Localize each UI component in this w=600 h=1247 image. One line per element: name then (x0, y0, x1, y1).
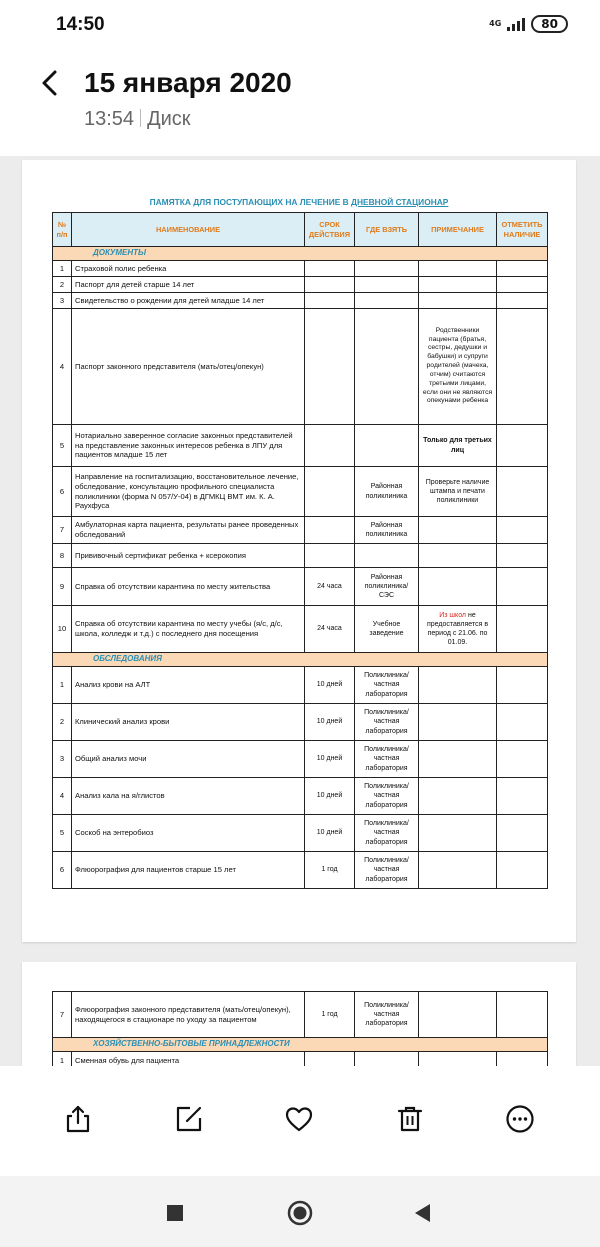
row-where: Районная поликлиника/ СЭС (355, 568, 419, 606)
row-mark (497, 277, 548, 293)
row-name: Общий анализ мочи (72, 741, 305, 778)
note-text: не предоставляется в период с 21.06. по 01.09. (426, 611, 489, 647)
action-toolbar (0, 1066, 600, 1176)
row-term: 10 дней (305, 704, 355, 741)
section-title: ДОКУМЕНТЫ (53, 247, 548, 261)
row-num: 6 (53, 852, 72, 889)
row-mark (497, 778, 548, 815)
table-row (53, 992, 548, 1038)
row-num: 6 (53, 467, 72, 517)
row-term: 24 часа (305, 606, 355, 653)
document-title-link: ДНЕВНОЙ СТАЦИОНАР (351, 197, 449, 207)
row-note (419, 1052, 497, 1067)
row-where: Учебное заведение (355, 606, 419, 653)
row-term (305, 293, 355, 309)
row-num: 4 (53, 778, 72, 815)
row-name: Анализ крови на АЛТ (72, 667, 305, 704)
row-note (419, 667, 497, 704)
row-note (419, 277, 497, 293)
table-row (53, 261, 548, 277)
row-term (305, 544, 355, 568)
row-where (355, 544, 419, 568)
row-name: Клинический анализ крови (72, 704, 305, 741)
row-note (419, 568, 497, 606)
recents-icon[interactable] (162, 1200, 188, 1226)
table-row (53, 309, 548, 425)
row-where (355, 309, 419, 425)
document-viewer[interactable] (0, 156, 600, 1066)
table-row (53, 852, 548, 889)
row-where: Поликлиника/ частная лаборатория (355, 778, 419, 815)
row-where: Районная поликлиника (355, 467, 419, 517)
row-note (419, 293, 497, 309)
row-note: Только для третьих лиц (419, 425, 497, 467)
note-highlight: Из школ (439, 611, 467, 619)
row-term (305, 309, 355, 425)
row-term: 10 дней (305, 815, 355, 852)
row-mark (497, 293, 548, 309)
col-num: № п/п (53, 213, 72, 247)
table-row (53, 277, 548, 293)
row-note (419, 517, 497, 544)
table-header (53, 213, 548, 247)
section-household (53, 1038, 548, 1052)
row-name: Соскоб на энтеробиоз (72, 815, 305, 852)
document-title (22, 197, 576, 207)
edit-icon[interactable] (174, 1104, 204, 1134)
table-row (53, 667, 548, 704)
table-row (53, 815, 548, 852)
section-title: ХОЗЯЙСТВЕННО-БЫТОВЫЕ ПРИНАДЛЕЖНОСТИ (53, 1038, 548, 1052)
row-num: 4 (53, 309, 72, 425)
favorite-icon[interactable] (284, 1104, 314, 1134)
col-name: НАИМЕНОВАНИЕ (72, 213, 305, 247)
row-term: 24 часа (305, 568, 355, 606)
row-term (305, 277, 355, 293)
row-mark (497, 606, 548, 653)
document-page-2 (22, 962, 576, 1066)
row-name: Амбулаторная карта пациента, результаты ранее проведенных обследований (72, 517, 305, 544)
back-arrow-icon[interactable] (36, 68, 66, 98)
row-note: Проверьте наличие штампа и печати поликлиники (419, 467, 497, 517)
share-icon[interactable] (63, 1104, 93, 1134)
col-where: ГДЕ ВЗЯТЬ (355, 213, 419, 247)
table-row (53, 517, 548, 544)
row-note (419, 606, 497, 653)
row-note (419, 544, 497, 568)
table-row (53, 568, 548, 606)
row-num: 10 (53, 606, 72, 653)
row-term (305, 425, 355, 467)
status-bar (0, 0, 600, 52)
row-name: Флюорография законного представителя (мать/отец/опекун), находящегося в стационаре по уходу за пациентом (72, 992, 305, 1038)
home-icon[interactable] (287, 1200, 313, 1226)
row-term (305, 517, 355, 544)
table-row (53, 544, 548, 568)
row-name: Страховой полис ребенка (72, 261, 305, 277)
document-title-text: ПАМЯТКА ДЛЯ ПОСТУПАЮЩИХ НА ЛЕЧЕНИЕ В (149, 197, 352, 207)
table-row (53, 467, 548, 517)
photo-source: Диск (147, 108, 191, 130)
row-mark (497, 544, 548, 568)
status-time: 14:50 (56, 14, 105, 35)
row-mark (497, 741, 548, 778)
row-name: Анализ кала на я/глистов (72, 778, 305, 815)
row-where: Поликлиника/ частная лаборатория (355, 667, 419, 704)
row-num: 3 (53, 741, 72, 778)
row-mark (497, 261, 548, 277)
subtitle (84, 108, 191, 131)
row-mark (497, 309, 548, 425)
page-title: 15 января 2020 (84, 67, 292, 98)
row-where: Поликлиника/ частная лаборатория (355, 852, 419, 889)
row-mark (497, 992, 548, 1038)
row-name: Направление на госпитализацию, восстановительное лечение, обследование, консультацию профильного специалиста поликлиники (форма N 057/У-04) в ДГМКЦ ВМТ им. К. А. Раухфуса (72, 467, 305, 517)
row-note (419, 815, 497, 852)
table-row (53, 778, 548, 815)
row-num: 1 (53, 1052, 72, 1067)
row-where (355, 261, 419, 277)
checklist-table (52, 212, 548, 889)
row-mark (497, 425, 548, 467)
row-num: 7 (53, 992, 72, 1038)
col-mark: ОТМЕТИТЬ НАЛИЧИЕ (497, 213, 548, 247)
status-indicators (489, 15, 568, 33)
section-exams (53, 653, 548, 667)
row-where (355, 425, 419, 467)
document-page-1 (22, 160, 576, 942)
table-row (53, 741, 548, 778)
more-icon[interactable] (505, 1104, 535, 1134)
table-row (53, 606, 548, 653)
row-note (419, 741, 497, 778)
row-mark (497, 467, 548, 517)
row-term: 1 год (305, 852, 355, 889)
back-icon[interactable] (410, 1200, 436, 1226)
row-term: 10 дней (305, 741, 355, 778)
row-name: Флюорография для пациентов старше 15 лет (72, 852, 305, 889)
row-name: Паспорт для детей старше 14 лет (72, 277, 305, 293)
header (0, 52, 600, 156)
row-mark (497, 1052, 548, 1067)
system-nav-bar (0, 1176, 600, 1247)
row-name: Справка об отсутствии карантина по месту жительства (72, 568, 305, 606)
row-name: Нотариально заверенное согласие законных представителей на представление законных интересов ребенка в ЛПУ для пациентов младше 15 лет (72, 425, 305, 467)
section-docs (53, 247, 548, 261)
row-where: Районная поликлиника (355, 517, 419, 544)
row-name: Свидетельство о рождении для детей младше 14 лет (72, 293, 305, 309)
row-mark (497, 568, 548, 606)
row-note (419, 261, 497, 277)
row-note: Родственники пациента (братья, сестры, дедушки и бабушки) и супруги родителей (мачеха, отчим) считаются третьими лицами, если они не являются опекунами ребенка (419, 309, 497, 425)
row-num: 1 (53, 261, 72, 277)
row-where: Поликлиника/ частная лаборатория (355, 815, 419, 852)
row-term (305, 1052, 355, 1067)
row-note (419, 992, 497, 1038)
row-name: Прививочный сертификат ребенка + ксерокопия (72, 544, 305, 568)
row-mark (497, 852, 548, 889)
table-row (53, 704, 548, 741)
row-note (419, 852, 497, 889)
row-where: Поликлиника/ частная лаборатория (355, 704, 419, 741)
row-name: Сменная обувь для пациента (72, 1052, 305, 1067)
row-term (305, 467, 355, 517)
row-note (419, 704, 497, 741)
row-name: Справка об отсутствии карантина по месту учебы (я/с, д/с, школа, колледж и т.д.) с последнего дня посещения (72, 606, 305, 653)
row-num: 3 (53, 293, 72, 309)
row-num: 2 (53, 277, 72, 293)
row-term (305, 261, 355, 277)
row-where (355, 293, 419, 309)
row-note (419, 778, 497, 815)
photo-time: 13:54 (84, 108, 135, 130)
row-num: 8 (53, 544, 72, 568)
delete-icon[interactable] (395, 1104, 425, 1134)
row-where (355, 277, 419, 293)
row-mark (497, 667, 548, 704)
signal-icon (507, 17, 525, 31)
row-num: 5 (53, 815, 72, 852)
checklist-table-continued (52, 991, 548, 1066)
table-row (53, 425, 548, 467)
table-row (53, 1052, 548, 1067)
row-num: 1 (53, 667, 72, 704)
section-title: ОБСЛЕДОВАНИЯ (53, 653, 548, 667)
row-num: 7 (53, 517, 72, 544)
table-row (53, 293, 548, 309)
row-term: 1 год (305, 992, 355, 1038)
row-where: Поликлиника/ частная лаборатория (355, 741, 419, 778)
battery-icon: 80 (531, 15, 568, 33)
row-num: 9 (53, 568, 72, 606)
divider (140, 109, 141, 127)
network-type: 4G (489, 19, 502, 28)
row-mark (497, 704, 548, 741)
col-note: ПРИМЕЧАНИЕ (419, 213, 497, 247)
row-where (355, 1052, 419, 1067)
row-mark (497, 517, 548, 544)
row-where: Поликлиника/ частная лаборатория (355, 992, 419, 1038)
row-mark (497, 815, 548, 852)
row-term: 10 дней (305, 778, 355, 815)
row-term: 10 дней (305, 667, 355, 704)
row-num: 5 (53, 425, 72, 467)
row-name: Паспорт законного представителя (мать/отец/опекун) (72, 309, 305, 425)
col-term: СРОК ДЕЙСТВИЯ (305, 213, 355, 247)
row-num: 2 (53, 704, 72, 741)
